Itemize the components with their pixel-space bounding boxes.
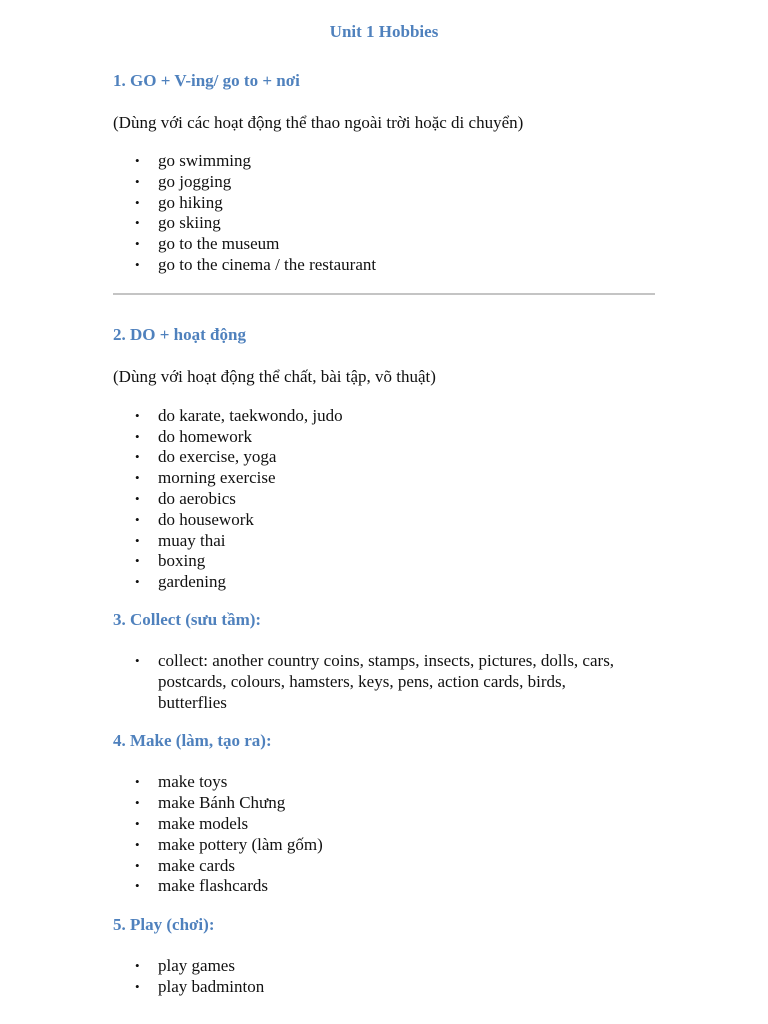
list-item: • make flashcards bbox=[135, 876, 268, 896]
list-item: • make toys bbox=[135, 772, 228, 792]
list-item: • go to the museum bbox=[135, 234, 280, 254]
list-item: • morning exercise bbox=[135, 468, 276, 488]
list-item: • make models bbox=[135, 813, 249, 833]
list-item: • do karate, taekwondo, judo bbox=[135, 405, 343, 425]
list-item: • go skiing bbox=[135, 213, 221, 233]
section-2-note: (Dùng với hoạt động thể chất, bài tập, võ thuật) bbox=[113, 366, 436, 386]
list-item: • do housework bbox=[135, 509, 254, 529]
list-item: • boxing bbox=[135, 551, 206, 571]
list-item: • do aerobics bbox=[135, 488, 236, 508]
section-4-list bbox=[113, 772, 655, 897]
list-item: • muay thai bbox=[135, 530, 226, 550]
list-item: • go hiking bbox=[135, 192, 223, 212]
section-2-list bbox=[113, 406, 655, 593]
list-item: • do exercise, yoga bbox=[135, 447, 277, 467]
list-item: • make pottery (làm gốm) bbox=[135, 834, 323, 854]
section-1-heading: 1. GO + V-ing/ go to + nơi bbox=[113, 71, 300, 90]
list-item: • go jogging bbox=[135, 171, 232, 191]
list-item: • gardening bbox=[135, 572, 226, 592]
section-3-list bbox=[113, 651, 655, 713]
list-item: • make Bánh Chưng bbox=[135, 793, 286, 813]
list-item: • collect: another country coins, stamps, insects, pictures, dolls, cars, postcards, colours, hamsters, keys, pens, action cards, birds, butterflies bbox=[135, 650, 615, 712]
horizontal-rule bbox=[113, 293, 655, 295]
document-title: Unit 1 Hobbies bbox=[329, 22, 439, 41]
section-1-note: (Dùng với các hoạt động thể thao ngoài trời hoặc di chuyển) bbox=[113, 113, 524, 132]
section-5-list bbox=[113, 956, 655, 998]
section-4-heading: 4. Make (làm, tạo ra): bbox=[113, 731, 272, 751]
list-item: • play badminton bbox=[135, 976, 265, 996]
list-item: • play games bbox=[135, 956, 235, 976]
list-item: • do homework bbox=[135, 426, 252, 446]
list-item: • go swimming bbox=[135, 151, 252, 170]
section-2-heading: 2. DO + hoạt động bbox=[113, 324, 246, 344]
list-item: • make cards bbox=[135, 855, 235, 875]
section-3-heading: 3. Collect (sưu tầm): bbox=[113, 609, 262, 629]
section-5-heading: 5. Play (chơi): bbox=[113, 915, 215, 935]
section-1-list bbox=[113, 151, 655, 276]
document-page bbox=[113, 0, 655, 998]
list-item: • go to the cinema / the restaurant bbox=[135, 254, 377, 274]
